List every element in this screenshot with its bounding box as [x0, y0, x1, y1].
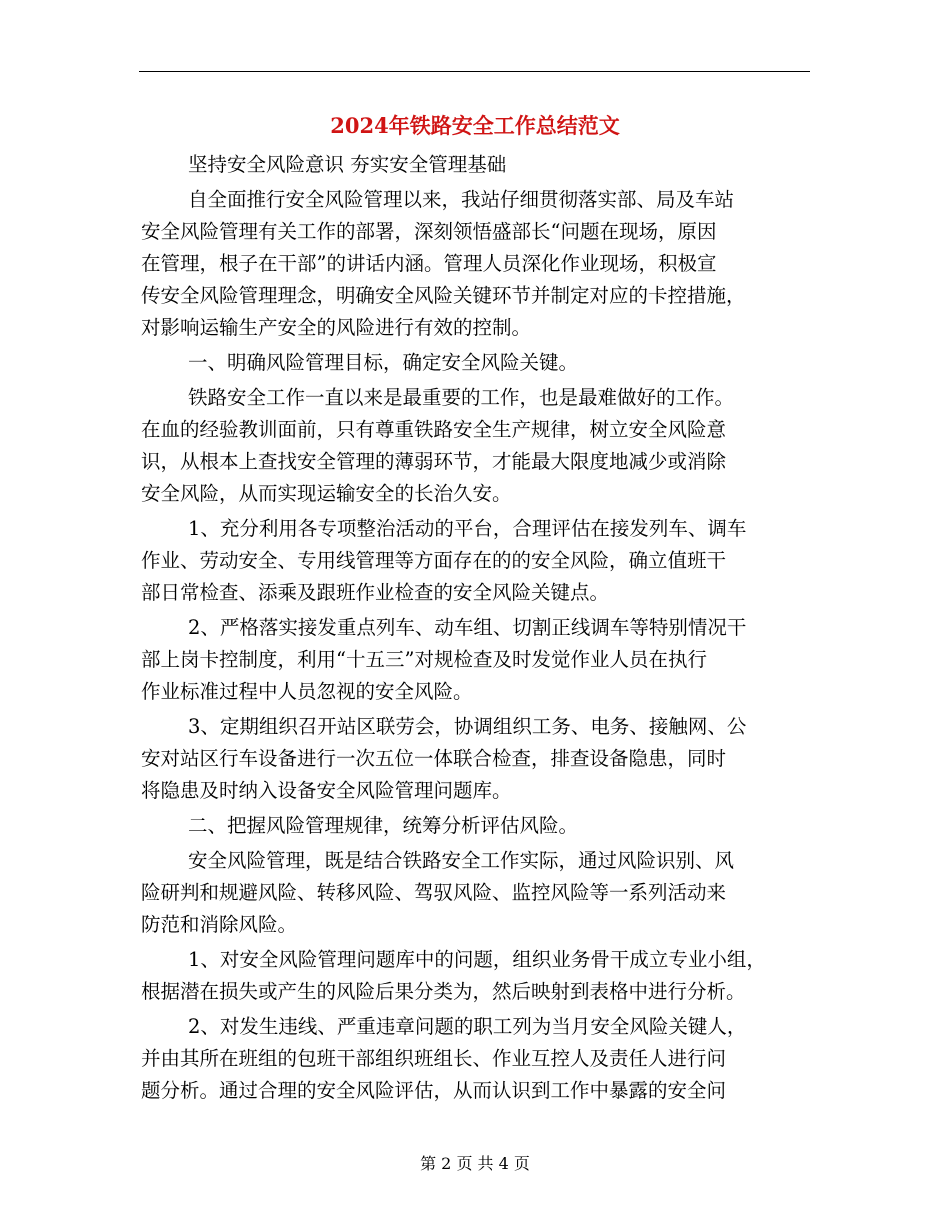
body-line: 并由其所在班组的包班干部组织班组长、作业互控人及责任人进行问 — [141, 1047, 727, 1070]
body-line: 1、对安全风险管理问题库中的问题，组织业务骨干成立专业小组， — [188, 948, 766, 971]
body-line: 自全面推行安全风险管理以来，我站仔细贯彻落实部、局及车站 — [188, 188, 735, 211]
body-line: 根据潜在损失或产生的风险后果分类为，然后映射到表格中进行分析。 — [141, 980, 746, 1003]
body-line: 在血的经验教训面前，只有尊重铁路安全生产规律，树立安全风险意 — [141, 418, 727, 441]
body-line: 识，从根本上查找安全管理的薄弱环节，才能最大限度地减少或消除 — [141, 450, 727, 473]
body-line: 传安全风险管理理念，明确安全风险关键环节并制定对应的卡控措施， — [141, 284, 746, 307]
document-title: 2024年铁路安全工作总结范文 — [330, 113, 620, 138]
body-line: 对影响运输生产安全的风险进行有效的控制。 — [141, 316, 532, 339]
body-line: 2、对发生违线、严重违章问题的职工列为当月安全风险关键人， — [188, 1015, 747, 1038]
body-line: 安对站区行车设备进行一次五位一体联合检查，排查设备隐患，同时 — [141, 747, 727, 770]
body-line: 在管理，根子在干部”的讲话内涵。管理人员深化作业现场，积极宣 — [141, 252, 717, 275]
section-heading: 二、把握风险管理规律，统筹分析评估风险。 — [188, 814, 579, 837]
body-line: 作业、劳动安全、专用线管理等方面存在的的安全风险，确立值班干 — [141, 549, 727, 572]
body-line: 3、定期组织召开站区联劳会，协调组织工务、电务、接触网、公 — [188, 715, 747, 738]
body-line: 部上岗卡控制度，利用“十五三”对规检查及时发觉作业人员在执行 — [141, 648, 707, 671]
body-line: 1、充分利用各专项整治活动的平台，合理评估在接发列车、调车 — [188, 517, 747, 540]
body-line: 防范和消除风险。 — [141, 913, 298, 936]
page-number: 第 2 页 共 4 页 — [420, 1154, 530, 1173]
body-line: 铁路安全工作一直以来是最重要的工作，也是最难做好的工作。 — [188, 386, 735, 409]
body-line: 坚持安全风险意识 夯实安全管理基础 — [188, 153, 507, 176]
body-line: 安全风险，从而实现运输安全的长治久安。 — [141, 482, 512, 505]
body-line: 作业标准过程中人员忽视的安全风险。 — [141, 680, 473, 703]
body-line: 险研判和规避风险、转移风险、驾驭风险、监控风险等一系列活动来 — [141, 881, 727, 904]
body-line: 2、严格落实接发重点列车、动车组、切割正线调车等特别情况干 — [188, 616, 747, 639]
body-line: 将隐患及时纳入设备安全风险管理问题库。 — [141, 779, 512, 802]
body-line: 部日常检查、添乘及跟班作业检查的安全风险关键点。 — [141, 581, 610, 604]
body-line: 安全风险管理，既是结合铁路安全工作实际，通过风险识别、风 — [188, 849, 735, 872]
section-heading: 一、明确风险管理目标，确定安全风险关键。 — [188, 351, 579, 374]
body-line: 安全风险管理有关工作的部署，深刻领悟盛部长“问题在现场，原因 — [141, 220, 717, 243]
body-line: 题分析。通过合理的安全风险评估，从而认识到工作中暴露的安全问 — [141, 1079, 727, 1102]
